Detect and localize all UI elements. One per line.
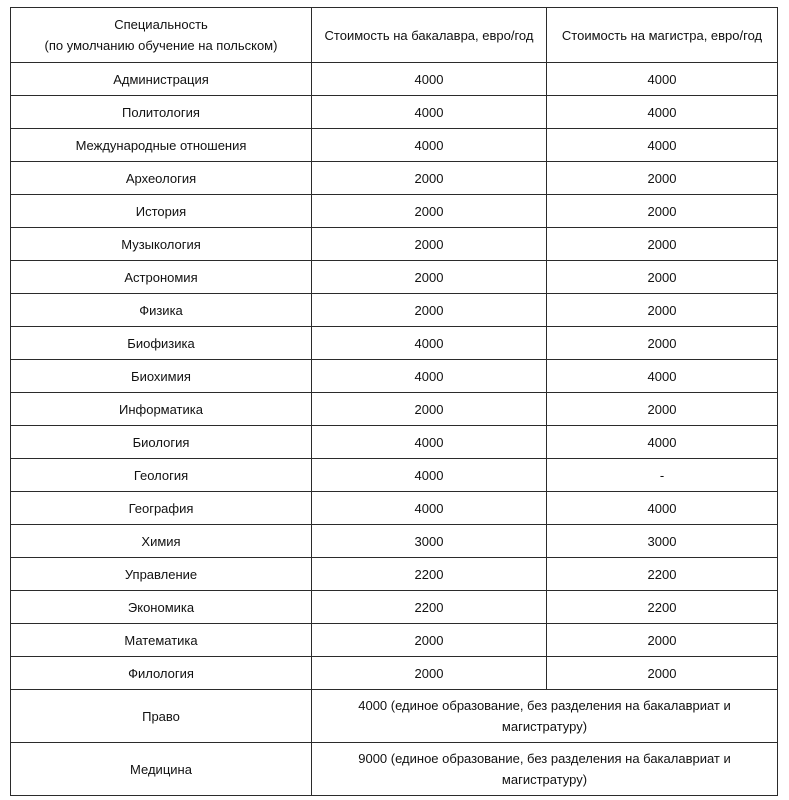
specialty-cell: Медицина bbox=[11, 743, 312, 796]
bachelor-cost-cell: 2200 bbox=[312, 558, 547, 591]
header-bachelor-cost: Стоимость на бакалавра, евро/год bbox=[312, 8, 547, 63]
bachelor-cost-cell: 4000 bbox=[312, 63, 547, 96]
master-cost-cell: 2000 bbox=[547, 294, 778, 327]
specialty-cell: География bbox=[11, 492, 312, 525]
table-header-row bbox=[11, 8, 778, 63]
specialty-cell: Биофизика bbox=[11, 327, 312, 360]
master-cost-cell: 2000 bbox=[547, 393, 778, 426]
table-row bbox=[11, 327, 778, 360]
table-row bbox=[11, 591, 778, 624]
specialty-cell: Политология bbox=[11, 96, 312, 129]
specialty-cell: Администрация bbox=[11, 63, 312, 96]
table-row bbox=[11, 162, 778, 195]
table-row bbox=[11, 558, 778, 591]
table-body bbox=[11, 63, 778, 796]
master-cost-cell: 2000 bbox=[547, 657, 778, 690]
bachelor-cost-cell: 2000 bbox=[312, 294, 547, 327]
bachelor-cost-cell: 2000 bbox=[312, 162, 547, 195]
bachelor-cost-cell: 2200 bbox=[312, 591, 547, 624]
table-row bbox=[11, 426, 778, 459]
specialty-cell: Филология bbox=[11, 657, 312, 690]
specialty-cell: Математика bbox=[11, 624, 312, 657]
tuition-table bbox=[10, 7, 778, 796]
master-cost-cell: 2000 bbox=[547, 228, 778, 261]
bachelor-cost-cell: 4000 bbox=[312, 327, 547, 360]
specialty-cell: Управление bbox=[11, 558, 312, 591]
header-specialty bbox=[11, 8, 312, 63]
bachelor-cost-cell: 2000 bbox=[312, 228, 547, 261]
table-row bbox=[11, 129, 778, 162]
table-row bbox=[11, 393, 778, 426]
master-cost-cell: 2000 bbox=[547, 327, 778, 360]
specialty-cell: История bbox=[11, 195, 312, 228]
bachelor-cost-cell: 4000 bbox=[312, 96, 547, 129]
master-cost-cell: 2000 bbox=[547, 162, 778, 195]
header-specialty-line2: (по умолчанию обучение на польском) bbox=[44, 38, 278, 53]
table-row bbox=[11, 459, 778, 492]
header-specialty-line1: Специальность bbox=[114, 17, 208, 32]
specialty-cell: Музыкология bbox=[11, 228, 312, 261]
specialty-cell: Астрономия bbox=[11, 261, 312, 294]
master-cost-cell: 2000 bbox=[547, 195, 778, 228]
table-row bbox=[11, 228, 778, 261]
bachelor-cost-cell: 2000 bbox=[312, 657, 547, 690]
table-row bbox=[11, 690, 778, 743]
master-cost-cell: 2000 bbox=[547, 261, 778, 294]
bachelor-cost-cell: 4000 bbox=[312, 426, 547, 459]
specialty-cell: Археология bbox=[11, 162, 312, 195]
specialty-cell: Информатика bbox=[11, 393, 312, 426]
master-cost-cell: 2000 bbox=[547, 624, 778, 657]
table-row bbox=[11, 195, 778, 228]
bachelor-cost-cell: 4000 bbox=[312, 129, 547, 162]
table-row bbox=[11, 743, 778, 796]
table-row bbox=[11, 63, 778, 96]
master-cost-cell: 4000 bbox=[547, 96, 778, 129]
table-row bbox=[11, 624, 778, 657]
table-row bbox=[11, 525, 778, 558]
table-row bbox=[11, 294, 778, 327]
table-row bbox=[11, 657, 778, 690]
master-cost-cell: 3000 bbox=[547, 525, 778, 558]
bachelor-cost-cell: 2000 bbox=[312, 261, 547, 294]
bachelor-cost-cell: 2000 bbox=[312, 624, 547, 657]
specialty-cell: Биохимия bbox=[11, 360, 312, 393]
specialty-cell: Биология bbox=[11, 426, 312, 459]
bachelor-cost-cell: 2000 bbox=[312, 195, 547, 228]
master-cost-cell: 4000 bbox=[547, 360, 778, 393]
master-cost-cell: 4000 bbox=[547, 492, 778, 525]
specialty-cell: Право bbox=[11, 690, 312, 743]
bachelor-cost-cell: 4000 bbox=[312, 459, 547, 492]
specialty-cell: Международные отношения bbox=[11, 129, 312, 162]
specialty-cell: Физика bbox=[11, 294, 312, 327]
table-row bbox=[11, 360, 778, 393]
bachelor-cost-cell: 4000 bbox=[312, 360, 547, 393]
master-cost-cell: 4000 bbox=[547, 426, 778, 459]
combined-cost-cell: 9000 (единое образование, без разделения на бакалавриат и магистратуру) bbox=[312, 743, 778, 796]
master-cost-cell: 4000 bbox=[547, 129, 778, 162]
combined-cost-cell: 4000 (единое образование, без разделения на бакалавриат и магистратуру) bbox=[312, 690, 778, 743]
master-cost-cell: 4000 bbox=[547, 63, 778, 96]
specialty-cell: Экономика bbox=[11, 591, 312, 624]
table-row bbox=[11, 96, 778, 129]
bachelor-cost-cell: 3000 bbox=[312, 525, 547, 558]
master-cost-cell: 2200 bbox=[547, 591, 778, 624]
bachelor-cost-cell: 4000 bbox=[312, 492, 547, 525]
master-cost-cell: - bbox=[547, 459, 778, 492]
specialty-cell: Геология bbox=[11, 459, 312, 492]
header-master-cost: Стоимость на магистра, евро/год bbox=[547, 8, 778, 63]
table-row bbox=[11, 492, 778, 525]
bachelor-cost-cell: 2000 bbox=[312, 393, 547, 426]
table-row bbox=[11, 261, 778, 294]
master-cost-cell: 2200 bbox=[547, 558, 778, 591]
specialty-cell: Химия bbox=[11, 525, 312, 558]
